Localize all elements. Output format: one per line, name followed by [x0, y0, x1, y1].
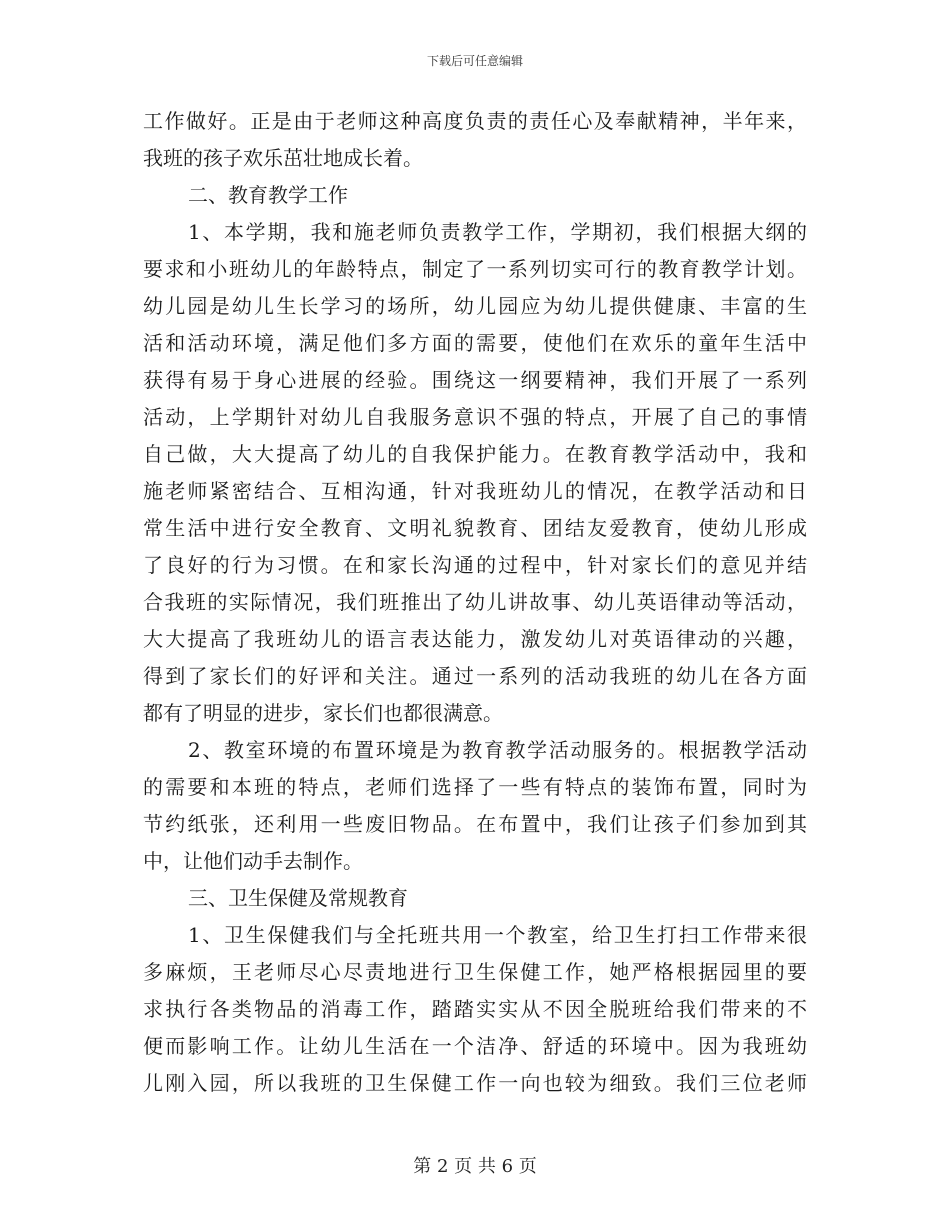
- page-footer: 第 2 页 共 6 页: [413, 1156, 537, 1177]
- text-line: 中，让他们动手去制作。: [143, 849, 363, 873]
- text-line: 活动，上学期针对幼儿自我服务意识不强的特点，开展了自己的事情: [143, 405, 807, 429]
- text-line: 大大提高了我班幼儿的语言表达能力，激发幼儿对英语律动的兴趣，: [143, 627, 807, 651]
- text-line: 施老师紧密结合、互相沟通，针对我班幼儿的情况，在教学活动和日: [143, 479, 807, 503]
- text-line: 自己做，大大提高了幼儿的自我保护能力。在教育教学活动中，我和: [143, 442, 807, 466]
- text-line: 了良好的行为习惯。在和家长沟通的过程中，针对家长们的意见并结: [143, 553, 807, 577]
- text-line: 合我班的实际情况，我们班推出了幼儿讲故事、幼儿英语律动等活动，: [143, 590, 807, 614]
- text-line: 1、卫生保健我们与全托班共用一个教室，给卫生打扫工作带来很: [188, 923, 807, 947]
- text-line: 要求和小班幼儿的年龄特点，制定了一系列切实可行的教育教学计划。: [143, 257, 807, 281]
- text-line: 的需要和本班的特点，老师们选择了一些有特点的装饰布置，同时为: [143, 775, 807, 799]
- text-line: 得到了家长们的好评和关注。通过一系列的活动我班的幼儿在各方面: [143, 664, 807, 688]
- text-line: 活和活动环境，满足他们多方面的需要，使他们在欢乐的童年生活中: [143, 331, 807, 355]
- text-line: 1、本学期，我和施老师负责教学工作，学期初，我们根据大纲的: [188, 220, 807, 244]
- text-line: 幼儿园是幼儿生长学习的场所，幼儿园应为幼儿提供健康、丰富的生: [143, 294, 807, 318]
- text-line: 我班的孩子欢乐茁壮地成长着。: [143, 146, 423, 170]
- text-line: 儿刚入园，所以我班的卫生保健工作一向也较为细致。我们三位老师: [143, 1071, 807, 1095]
- text-line: 常生活中进行安全教育、文明礼貌教育、团结友爱教育，使幼儿形成: [143, 516, 807, 540]
- text-line: 便而影响工作。让幼儿生活在一个洁净、舒适的环境中。因为我班幼: [143, 1034, 807, 1058]
- page-header: 下载后可任意编辑: [426, 54, 523, 68]
- text-line: 获得有易于身心进展的经验。围绕这一纲要精神，我们开展了一系列: [143, 368, 807, 392]
- text-line: 2、教室环境的布置环境是为教育教学活动服务的。根据教学活动: [188, 738, 807, 762]
- text-line: 节约纸张，还利用一些废旧物品。在布置中，我们让孩子们参加到其: [143, 812, 807, 836]
- text-line: 都有了明显的进步，家长们也都很满意。: [143, 701, 503, 725]
- text-line: 工作做好。正是由于老师这种高度负责的责任心及奉献精神，半年来，: [143, 109, 807, 133]
- text-line: 求执行各类物品的消毒工作，踏踏实实从不因全脱班给我们带来的不: [143, 997, 807, 1021]
- document-body: [143, 103, 807, 1102]
- section-heading: 三、卫生保健及常规教育: [188, 886, 408, 910]
- section-heading: 二、教育教学工作: [188, 183, 348, 207]
- text-line: 多麻烦，王老师尽心尽责地进行卫生保健工作，她严格根据园里的要: [143, 960, 807, 984]
